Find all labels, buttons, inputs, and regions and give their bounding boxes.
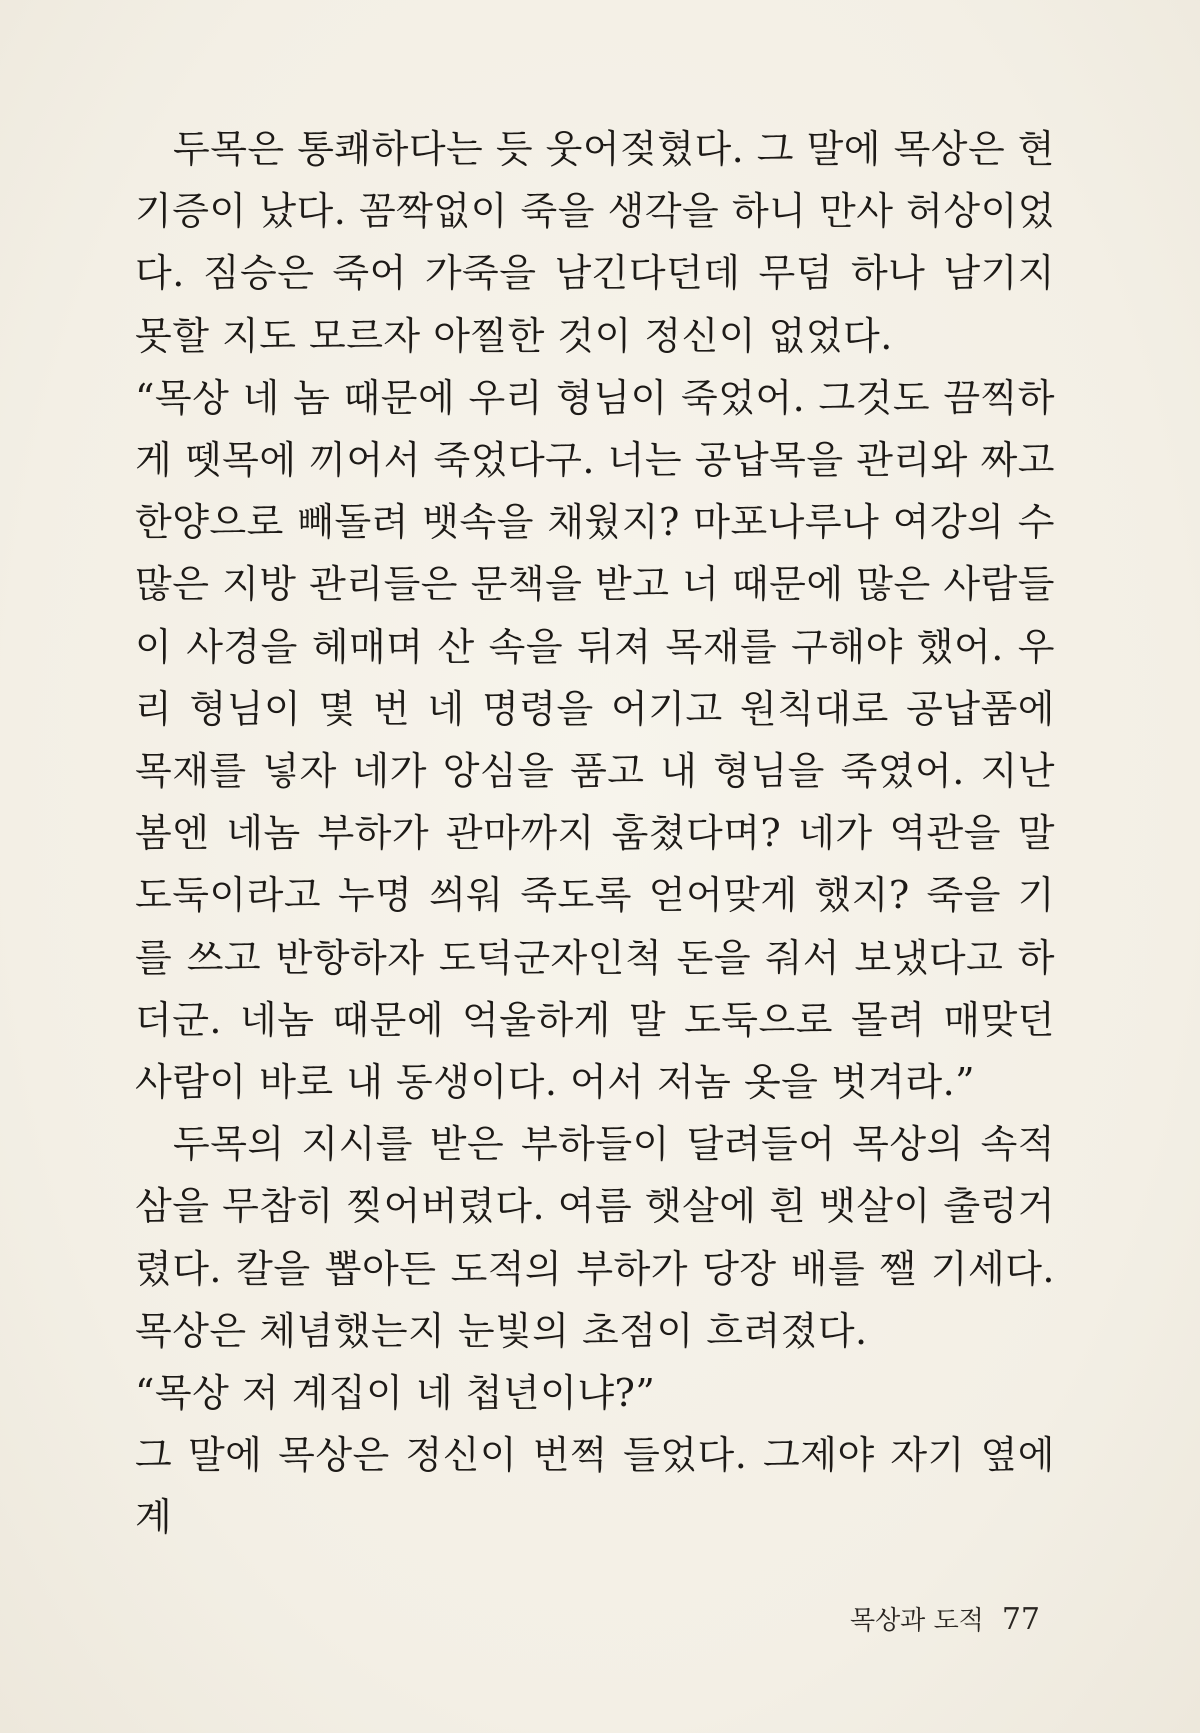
- body-text: [135, 118, 1055, 1549]
- paragraph-2: “목상 네 놈 때문에 우리 형님이 죽었어. 그것도 끔찍하게 뗏목에 끼어서 죽었다구. 너는 공납목을 관리와 짜고 한양으로 빼돌려 뱃속을 채웠지? 마포나루나 여강의 수많은 지방 관리들은 문책을 받고 너 때문에 많은 사람들이 사경을 헤매며 산 속을 뒤져 목재를 구해야 했어. 우리 형님이 몇 번 네 명령을 어기고 원칙대로 공납품에 목재를 넣자 네가 앙심을 품고 내 형님을 죽였어. 지난 봄엔 네놈 부하가 관마까지 훔쳤다며? 네가 역관을 말 도둑이라고 누명 씌워 죽도록 얻어맞게 했지? 죽을 기를 쓰고 반항하자 도덕군자인척 돈을 줘서 보냈다고 하더군. 네놈 때문에 억울하게 말 도둑으로 몰려 매맞던 사람이 바로 내 동생이다. 어서 저놈 옷을 벗겨라.”: [135, 375, 1055, 1105]
- paragraph-4: “목상 저 계집이 네 첩년이냐?”: [135, 1371, 656, 1416]
- running-title: 목상과 도적: [849, 1606, 984, 1636]
- paragraph-5: 그 말에 목상은 정신이 번쩍 들었다. 그제야 자기 옆에 계: [135, 1433, 1055, 1540]
- running-footer: [820, 1600, 1040, 1640]
- paragraph-1: 두목은 통쾌하다는 듯 웃어젖혔다. 그 말에 목상은 현기증이 났다. 꼼짝없이 죽을 생각을 하니 만사 허상이었다. 짐승은 죽어 가죽을 남긴다던데 무덤 하나 남기지 못할 지도 모르자 아찔한 것이 정신이 없었다.: [135, 127, 1056, 358]
- paragraph-3: 두목의 지시를 받은 부하들이 달려들어 목상의 속적삼을 무참히 찢어버렸다. 여름 햇살에 흰 뱃살이 출렁거렸다. 칼을 뽑아든 도적의 부하가 당장 배를 쨀 기세다. 목상은 체념했는지 눈빛의 초점이 흐려졌다.: [135, 1122, 1055, 1353]
- page-number: 77: [1001, 1602, 1040, 1637]
